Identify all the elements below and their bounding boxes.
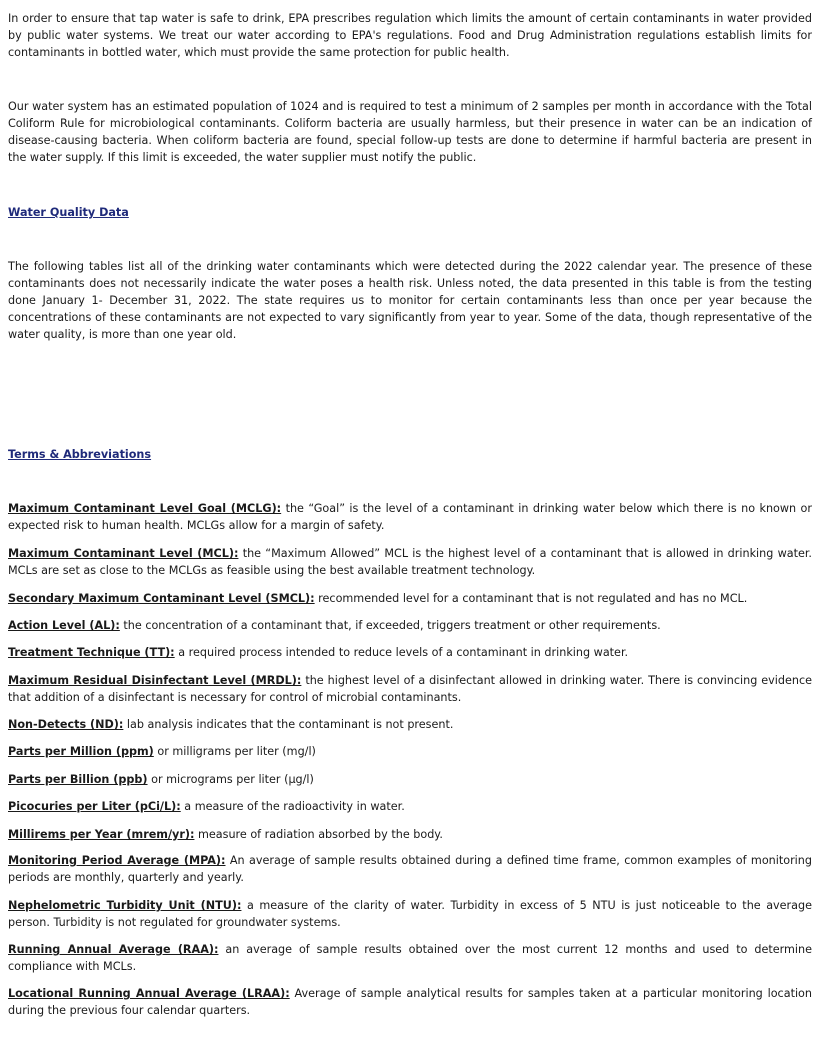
term-definition: or milligrams per liter (mg/l): [153, 745, 316, 758]
term-pci: [8, 798, 405, 815]
term-label: Maximum Contaminant Level (MCL):: [8, 547, 239, 560]
term-definition: Average of sample analytical results for samples taken at a particular monitoring location during the previous four calendar quarters.: [8, 987, 812, 1017]
term-tt: [8, 644, 628, 661]
term-label: Maximum Contaminant Level Goal (MCLG):: [8, 502, 282, 515]
intro-paragraph-coliform: Our water system has an estimated population of 1024 and is required to test a minimum of 2 samples per month in accordance with the Total Coliform Rule for microbiological contaminants. Coliform bacteria are usually harmless, but their presence in water can be an indication of disease-causing bacteria. When coliform bacteria are found, special follow-up tests are done to determine if harmful bacteria are present in the water supply. If this limit is exceeded, the water supplier must notify the public.: [8, 100, 812, 164]
term-label: Non-Detects (ND):: [8, 718, 124, 731]
term-mclg: [8, 500, 812, 534]
term-definition: a measure of the radioactivity in water.: [180, 800, 405, 813]
term-definition: or micrograms per liter (µg/l): [147, 773, 314, 786]
term-mcl: [8, 545, 812, 579]
term-label: Parts per Billion (ppb): [8, 773, 148, 786]
term-label: Maximum Residual Disinfectant Level (MRDL):: [8, 674, 302, 687]
water-quality-paragraph: The following tables list all of the drinking water contaminants which were detected during the 2022 calendar year. The presence of these contaminants does not necessarily indicate the water poses a health risk. Unless noted, the data presented in this table is from the testing done January 1- December 31, 2022. The state requires us to monitor for certain contaminants less than once per year because the concentrations of these contaminants are not expected to vary significantly from year to year. Some of the data, though representative of the water quality, is more than one year old.: [8, 260, 812, 341]
term-mrem: [8, 826, 443, 843]
term-definition: a required process intended to reduce levels of a contaminant in drinking water.: [174, 646, 629, 659]
term-mpa: [8, 852, 812, 886]
term-definition: measure of radiation absorbed by the body.: [194, 828, 443, 841]
water-quality-heading: Water Quality Data: [8, 206, 129, 219]
term-definition: an average of sample results obtained over the most current 12 months and used to determine compliance with MCLs.: [8, 943, 812, 973]
term-label: Action Level (AL):: [8, 619, 120, 632]
term-label: Treatment Technique (TT):: [8, 646, 175, 659]
term-definition: the highest level of a disinfectant allowed in drinking water. There is convincing evidence that addition of a disinfectant is necessary for control of microbial contaminants.: [8, 674, 812, 704]
terms-heading: Terms & Abbreviations: [8, 448, 152, 461]
term-label: Locational Running Annual Average (LRAA):: [8, 987, 290, 1000]
term-label: Running Annual Average (RAA):: [8, 943, 219, 956]
term-ppb: [8, 771, 314, 788]
term-definition: recommended level for a contaminant that is not regulated and has no MCL.: [314, 592, 748, 605]
term-mrdl: [8, 672, 812, 706]
term-lraa: [8, 985, 812, 1019]
term-label: Picocuries per Liter (pCi/L):: [8, 800, 181, 813]
term-label: Secondary Maximum Contaminant Level (SMCL):: [8, 592, 315, 605]
term-definition: the “Goal” is the level of a contaminant in drinking water below which there is no known or expected risk to human health. MCLGs allow for a margin of safety.: [8, 502, 812, 532]
intro-paragraph-epa: In order to ensure that tap water is safe to drink, EPA prescribes regulation which limits the amount of certain contaminants in water provided by public water systems. We treat our water according to EPA's regulations. Food and Drug Administration regulations establish limits for contaminants in bottled water, which must provide the same protection for public health.: [8, 12, 812, 59]
term-label: Parts per Million (ppm): [8, 745, 154, 758]
term-label: Nephelometric Turbidity Unit (NTU):: [8, 899, 242, 912]
term-definition: the “Maximum Allowed” MCL is the highest level of a contaminant that is allowed in drinking water. MCLs are set as close to the MCLGs as feasible using the best available treatment technology.: [8, 547, 812, 577]
term-definition: a measure of the clarity of water. Turbidity in excess of 5 NTU is just noticeable to the average person. Turbidity is not regulated for groundwater systems.: [8, 899, 812, 929]
term-definition: lab analysis indicates that the contaminant is not present.: [123, 718, 454, 731]
term-definition: An average of sample results obtained during a defined time frame, common examples of monitoring periods are monthly, quarterly and yearly.: [8, 854, 812, 884]
term-al: [8, 617, 661, 634]
term-ntu: [8, 897, 812, 931]
term-label: Millirems per Year (mrem/yr):: [8, 828, 195, 841]
term-raa: [8, 941, 812, 975]
term-ppm: [8, 743, 316, 760]
term-label: Monitoring Period Average (MPA):: [8, 854, 226, 867]
term-smcl: [8, 590, 747, 607]
term-nd: [8, 716, 453, 733]
term-definition: the concentration of a contaminant that, if exceeded, triggers treatment or other requirements.: [119, 619, 661, 632]
